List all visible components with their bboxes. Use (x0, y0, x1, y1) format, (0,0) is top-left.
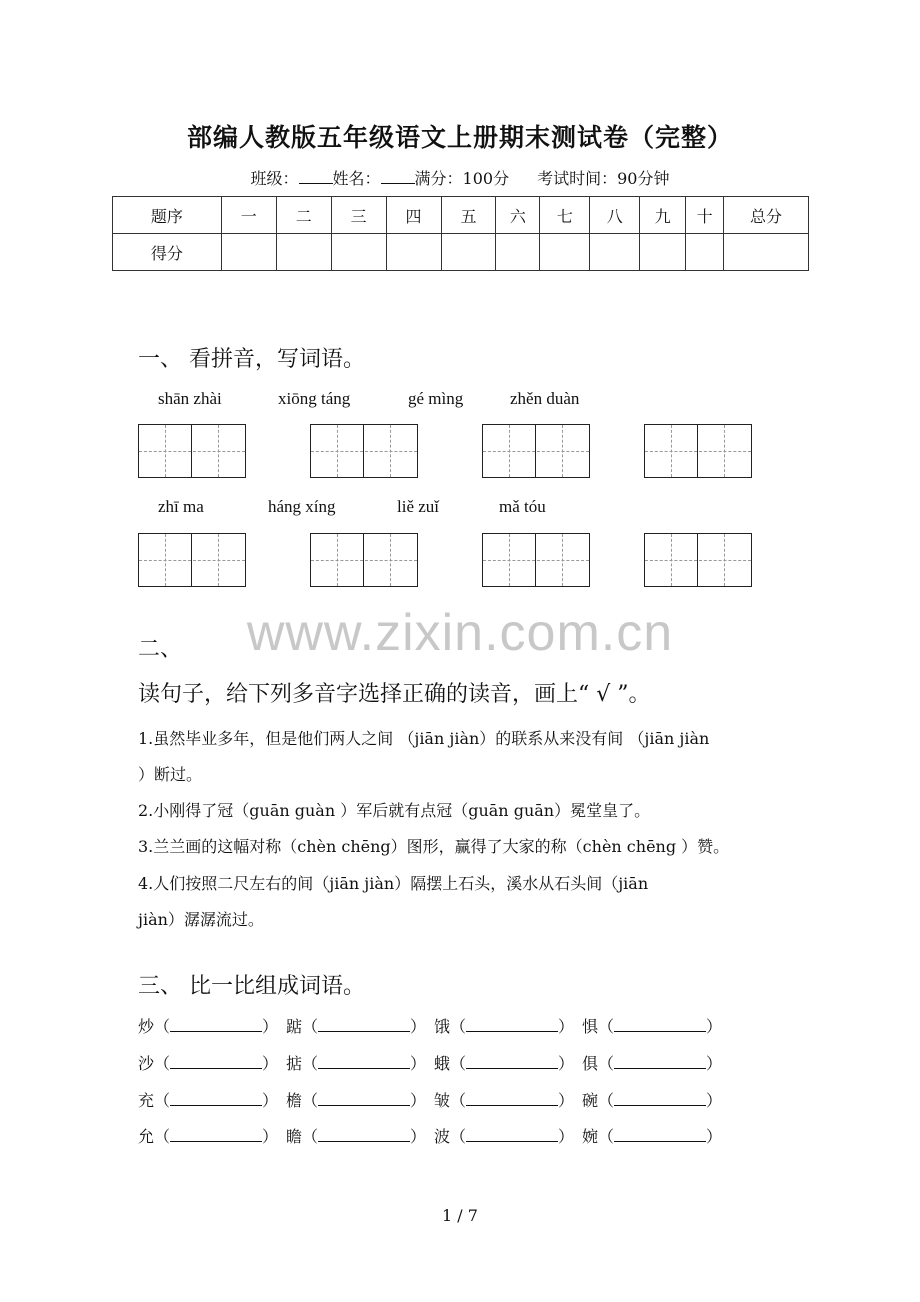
writing-grid[interactable] (310, 533, 418, 587)
char: 炒 (138, 1017, 155, 1036)
score-cell[interactable] (386, 234, 441, 271)
char: 婉 (582, 1127, 599, 1146)
question-line: jiàn）潺潺流过。 (138, 910, 264, 929)
section1-heading: 一、 看拼音，写词语。 (138, 347, 365, 372)
writing-grid[interactable] (138, 424, 246, 478)
pinyin-label: háng xíng (268, 497, 336, 516)
pinyin-label: zhěn duàn (510, 389, 580, 408)
score-table-score-row (113, 234, 809, 271)
pinyin-label: mǎ tóu (499, 497, 546, 516)
section2-heading: 二、 (138, 637, 183, 662)
header-cell: 五 (441, 197, 496, 234)
answer-blank[interactable] (614, 1017, 706, 1032)
name-blank (381, 169, 415, 184)
score-cell[interactable] (686, 234, 724, 271)
question-line: 2.小刚得了冠（guān guàn ）军后就有点冠（guān guān）冕堂皇了。 (138, 801, 651, 820)
char: 瞻 (286, 1127, 303, 1146)
score-cell[interactable] (724, 234, 809, 271)
char: 沙 (138, 1054, 155, 1073)
question-line: 4.人们按照二尺左右的间（jiān jiàn）隔摆上石头，溪水从石头间（jiān (138, 874, 649, 893)
char: 碗 (582, 1091, 599, 1110)
header-cell: 题序 (113, 197, 222, 234)
answer-blank[interactable] (466, 1054, 558, 1069)
writing-grid[interactable] (644, 533, 752, 587)
class-label: 班级： (250, 169, 299, 188)
answer-blank[interactable] (170, 1091, 262, 1106)
exam-time: 考试时间：90分钟 (537, 169, 670, 188)
page-number: 1 / 7 (442, 1206, 478, 1225)
answer-blank[interactable] (466, 1127, 558, 1142)
char: 掂 (286, 1054, 303, 1073)
pinyin-label: liě zuǐ (397, 497, 440, 516)
char: 惧 (582, 1017, 599, 1036)
score-table-header-row (113, 197, 809, 234)
page-title: 部编人教版五年级语文上册期末测试卷（完整） (186, 123, 733, 152)
answer-blank[interactable] (466, 1091, 558, 1106)
char: 波 (434, 1127, 451, 1146)
pinyin-label: gé mìng (408, 389, 464, 408)
header-cell: 总分 (724, 197, 809, 234)
score-cell[interactable] (441, 234, 496, 271)
word-row: 沙（ ） 掂（ ） 蛾（ ） 俱（ ） (138, 1054, 723, 1073)
score-cell[interactable] (640, 234, 686, 271)
char: 允 (138, 1127, 155, 1146)
question-line: 1.虽然毕业多年，但是他们两人之间 （jiān jiàn）的联系从来没有间 （jiān jiàn (138, 729, 710, 748)
pinyin-label: xiōng táng (278, 389, 351, 408)
watermark: www.zixin.com.cn (246, 604, 674, 662)
question-line: ）断过。 (138, 765, 203, 784)
header-cell: 十 (686, 197, 724, 234)
header-cell: 四 (386, 197, 441, 234)
score-cell[interactable] (331, 234, 386, 271)
char: 踮 (286, 1017, 303, 1036)
exam-info (0, 166, 920, 189)
section2-instruction: 读句子，给下列多音字选择正确的读音，画上“ √ ”。 (138, 682, 651, 707)
pinyin-label: shān zhài (158, 389, 222, 408)
pinyin-label: zhī ma (158, 497, 204, 516)
score-cell[interactable] (496, 234, 540, 271)
full-score: 满分：100分 (414, 169, 510, 188)
answer-blank[interactable] (614, 1127, 706, 1142)
answer-blank[interactable] (614, 1091, 706, 1106)
answer-blank[interactable] (170, 1127, 262, 1142)
question-line: 3.兰兰画的这幅对称（chèn chēng）图形，赢得了大家的称（chèn chēng ）赞。 (138, 837, 730, 856)
score-cell[interactable] (540, 234, 590, 271)
score-cell[interactable] (221, 234, 276, 271)
section3-heading: 三、 比一比组成词语。 (138, 974, 365, 999)
answer-blank[interactable] (466, 1017, 558, 1032)
score-cell[interactable] (590, 234, 640, 271)
name-label: 姓名： (332, 169, 381, 188)
answer-blank[interactable] (318, 1127, 410, 1142)
word-row: 炒（ ） 踮（ ） 饿（ ） 惧（ ） (138, 1017, 723, 1036)
writing-grid[interactable] (310, 424, 418, 478)
char: 檐 (286, 1091, 303, 1110)
score-row-label: 得分 (113, 234, 222, 271)
class-blank (299, 169, 333, 184)
answer-blank[interactable] (170, 1017, 262, 1032)
writing-grid[interactable] (482, 424, 590, 478)
word-row: 允（ ） 瞻（ ） 波（ ） 婉（ ） (138, 1127, 723, 1146)
char: 蛾 (434, 1054, 451, 1073)
writing-grid[interactable] (138, 533, 246, 587)
score-table (112, 196, 809, 271)
header-cell: 六 (496, 197, 540, 234)
score-cell[interactable] (276, 234, 331, 271)
header-cell: 八 (590, 197, 640, 234)
char: 饿 (434, 1017, 451, 1036)
char: 俱 (582, 1054, 599, 1073)
word-row: 充（ ） 檐（ ） 皱（ ） 碗（ ） (138, 1091, 723, 1110)
header-cell: 二 (276, 197, 331, 234)
header-cell: 九 (640, 197, 686, 234)
answer-blank[interactable] (614, 1054, 706, 1069)
answer-blank[interactable] (318, 1054, 410, 1069)
char: 皱 (434, 1091, 451, 1110)
writing-grid[interactable] (644, 424, 752, 478)
answer-blank[interactable] (170, 1054, 262, 1069)
writing-grid[interactable] (482, 533, 590, 587)
header-cell: 三 (331, 197, 386, 234)
char: 充 (138, 1091, 155, 1110)
header-cell: 一 (221, 197, 276, 234)
answer-blank[interactable] (318, 1091, 410, 1106)
answer-blank[interactable] (318, 1017, 410, 1032)
header-cell: 七 (540, 197, 590, 234)
